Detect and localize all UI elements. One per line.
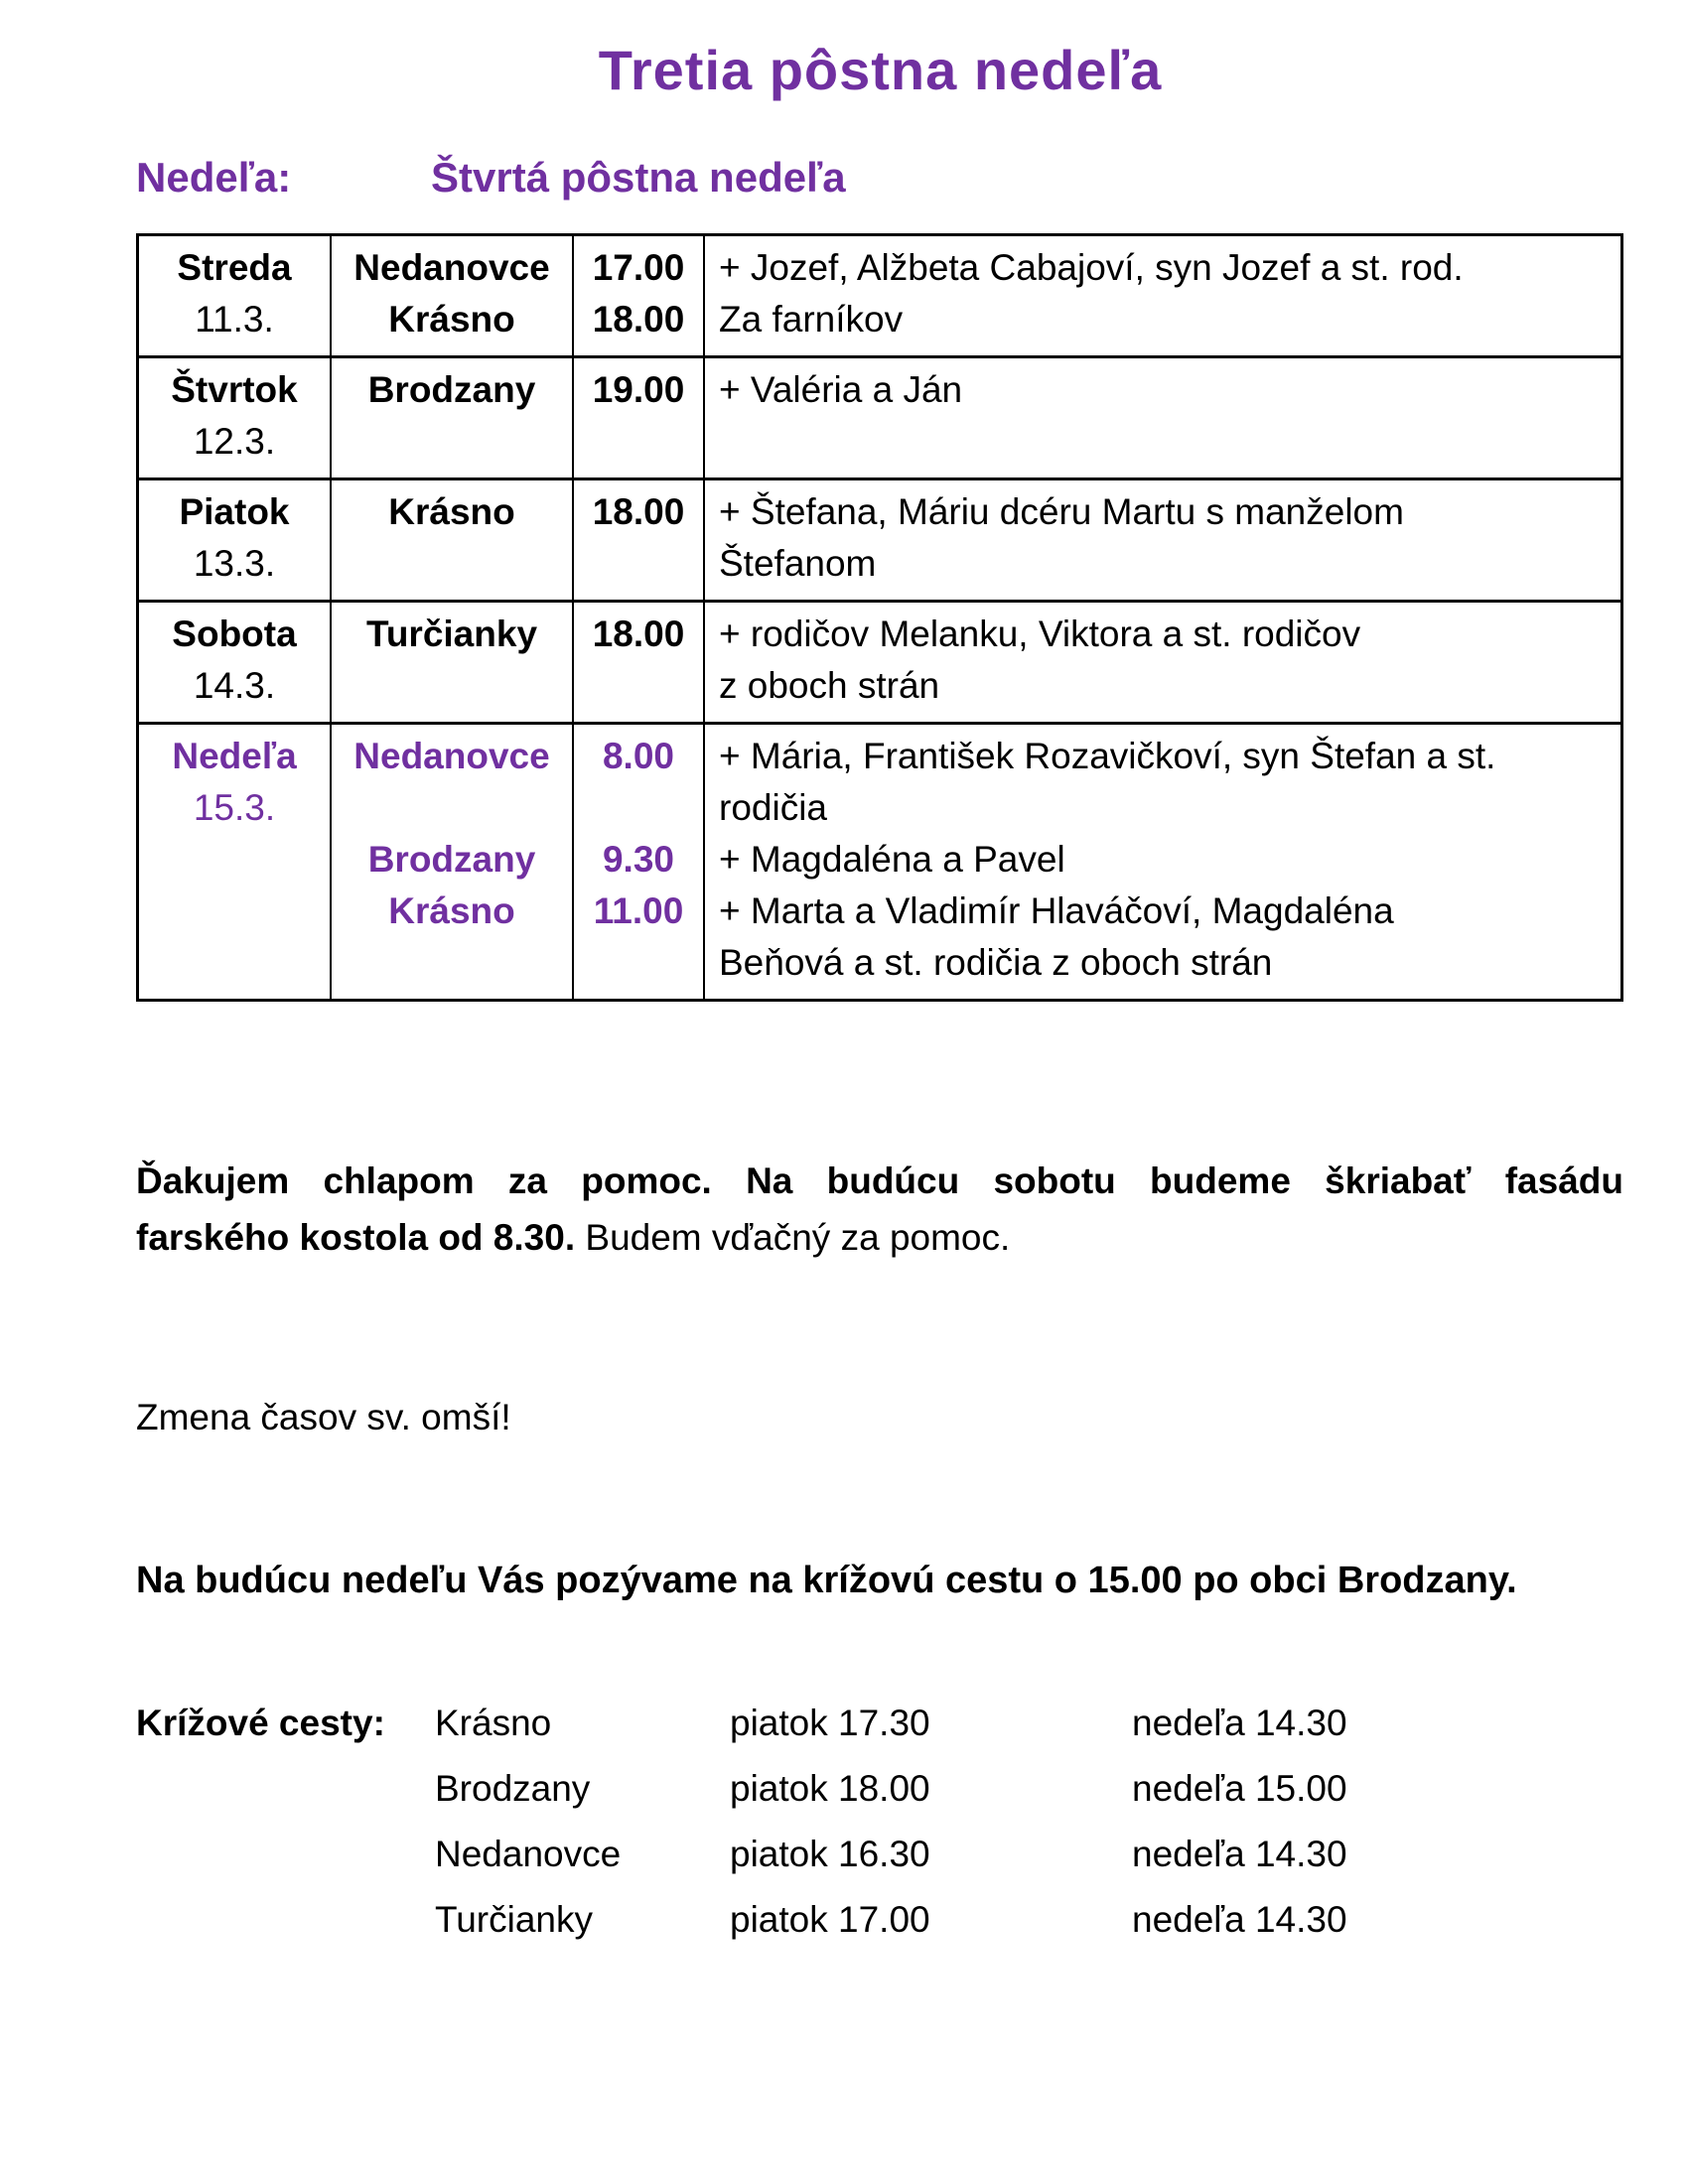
place-name: Krásno: [388, 890, 515, 931]
table-row-wednesday: [139, 236, 1620, 355]
station-place: Krásno: [435, 1703, 552, 1743]
announcement-thanks-line2: [136, 1209, 1623, 1266]
day-name: Streda: [177, 247, 292, 288]
table-row-friday: [139, 478, 1620, 600]
day-date: 11.3.: [195, 299, 274, 340]
station-friday-time: piatok 16.30: [730, 1834, 930, 1874]
stations-label-spacer: [136, 1835, 435, 1874]
day-date: 15.3.: [193, 787, 276, 828]
station-row: [136, 1769, 1624, 1809]
time-cell: [572, 480, 703, 600]
subtitle-row: [136, 154, 1624, 202]
mass-time: 18.00: [592, 299, 685, 340]
day-name: Nedeľa: [172, 736, 297, 776]
intention-text: + Štefana, Máriu dcéru Martu s manželom: [719, 491, 1404, 532]
place-cell: [330, 725, 572, 999]
page-title: Tretia pôstna nedeľa: [598, 39, 1163, 101]
place-name: Brodzany: [367, 369, 536, 410]
station-friday-time: piatok 17.00: [730, 1899, 930, 1940]
intention-text: rodičia: [719, 787, 827, 828]
mass-time: 19.00: [592, 369, 685, 410]
station-friday-time: piatok 18.00: [730, 1768, 930, 1809]
mass-time: 18.00: [592, 614, 685, 654]
subtitle-label: Nedeľa:: [136, 154, 292, 201]
announcement-time-change: Zmena časov sv. omší!: [136, 1397, 511, 1437]
day-cell: [139, 480, 330, 600]
intention-text: Za farníkov: [719, 299, 904, 340]
station-sunday-time: nedeľa 14.30: [1132, 1899, 1347, 1940]
station-row: [136, 1900, 1624, 1940]
intention-text: + Marta a Vladimír Hlaváčoví, Magdaléna: [719, 890, 1394, 931]
day-cell: [139, 725, 330, 999]
place-name: Krásno: [388, 299, 515, 340]
announcement-thanks-regular: Budem vďačný za pomoc.: [575, 1217, 1011, 1258]
station-place: Brodzany: [435, 1768, 591, 1809]
subtitle-value: Štvrtá pôstna nedeľa: [431, 154, 846, 201]
day-name: Piatok: [179, 491, 290, 532]
day-date: 13.3.: [193, 543, 276, 584]
mass-time: 18.00: [592, 491, 685, 532]
table-row-sunday: [139, 722, 1620, 999]
intention-cell: [703, 725, 1620, 999]
time-cell: [572, 603, 703, 722]
mass-time: 11.00: [593, 890, 684, 931]
announcement-thanks-bold: farského kostola od 8.30.: [136, 1217, 576, 1258]
place-cell: [330, 358, 572, 478]
intention-text: z oboch strán: [719, 665, 940, 706]
time-cell: [572, 358, 703, 478]
mass-time: 8.00: [602, 736, 674, 776]
day-name: Štvrtok: [171, 369, 298, 410]
station-sunday-time: nedeľa 14.30: [1132, 1834, 1347, 1874]
place-name: Brodzany: [367, 839, 536, 880]
station-place: Turčianky: [435, 1899, 594, 1940]
place-name: Krásno: [388, 491, 515, 532]
intention-text: Beňová a st. rodičia z oboch strán: [719, 942, 1273, 983]
stations-label: Krížové cesty:: [136, 1703, 385, 1743]
intention-text: + rodičov Melanku, Viktora a st. rodičov: [719, 614, 1361, 654]
station-row: [136, 1704, 1624, 1743]
intention-cell: [703, 480, 1620, 600]
place-name: Nedanovce: [353, 736, 550, 776]
intention-text: + Jozef, Alžbeta Cabajoví, syn Jozef a st. rod.: [719, 247, 1464, 288]
mass-time: 9.30: [602, 839, 674, 880]
mass-time: [578, 782, 699, 834]
day-name: Sobota: [172, 614, 297, 654]
table-row-thursday: [139, 355, 1620, 478]
day-cell: [139, 236, 330, 355]
intention-text: + Magdaléna a Pavel: [719, 839, 1065, 880]
intention-cell: [703, 358, 1620, 478]
day-date: 14.3.: [193, 665, 276, 706]
table-row-saturday: [139, 600, 1620, 722]
intention-text: + Mária, František Rozavičkoví, syn Štefan a st.: [719, 736, 1496, 776]
intention-cell: [703, 236, 1620, 355]
announcement-invitation: Na budúcu nedeľu Vás pozývame na krížovú cestu o 15.00 po obci Brodzany.: [136, 1560, 1517, 1601]
stations-section: [136, 1704, 1624, 1940]
mass-time: 17.00: [592, 247, 685, 288]
station-sunday-time: nedeľa 14.30: [1132, 1703, 1347, 1743]
station-place: Nedanovce: [435, 1834, 622, 1874]
stations-label-spacer: [136, 1769, 435, 1809]
place-cell: [330, 236, 572, 355]
place-name: Nedanovce: [353, 247, 550, 288]
day-cell: [139, 358, 330, 478]
announcement-thanks: [136, 1153, 1623, 1266]
announcement-thanks-line1: Ďakujem chlapom za pomoc. Na budúcu sobotu budeme škriabať fasádu: [136, 1160, 1623, 1201]
station-friday-time: piatok 17.30: [730, 1703, 930, 1743]
place-name: Turčianky: [365, 614, 538, 654]
day-date: 12.3.: [193, 421, 276, 462]
place-cell: [330, 603, 572, 722]
intention-cell: [703, 603, 1620, 722]
stations-label-spacer: [136, 1900, 435, 1940]
time-cell: [572, 236, 703, 355]
station-row: [136, 1835, 1624, 1874]
day-cell: [139, 603, 330, 722]
place-cell: [330, 480, 572, 600]
station-sunday-time: nedeľa 15.00: [1132, 1768, 1347, 1809]
time-cell: [572, 725, 703, 999]
place-name: [336, 782, 568, 834]
intention-text: Štefanom: [719, 543, 877, 584]
intention-text: + Valéria a Ján: [719, 369, 963, 410]
mass-schedule-table: [136, 233, 1623, 1002]
